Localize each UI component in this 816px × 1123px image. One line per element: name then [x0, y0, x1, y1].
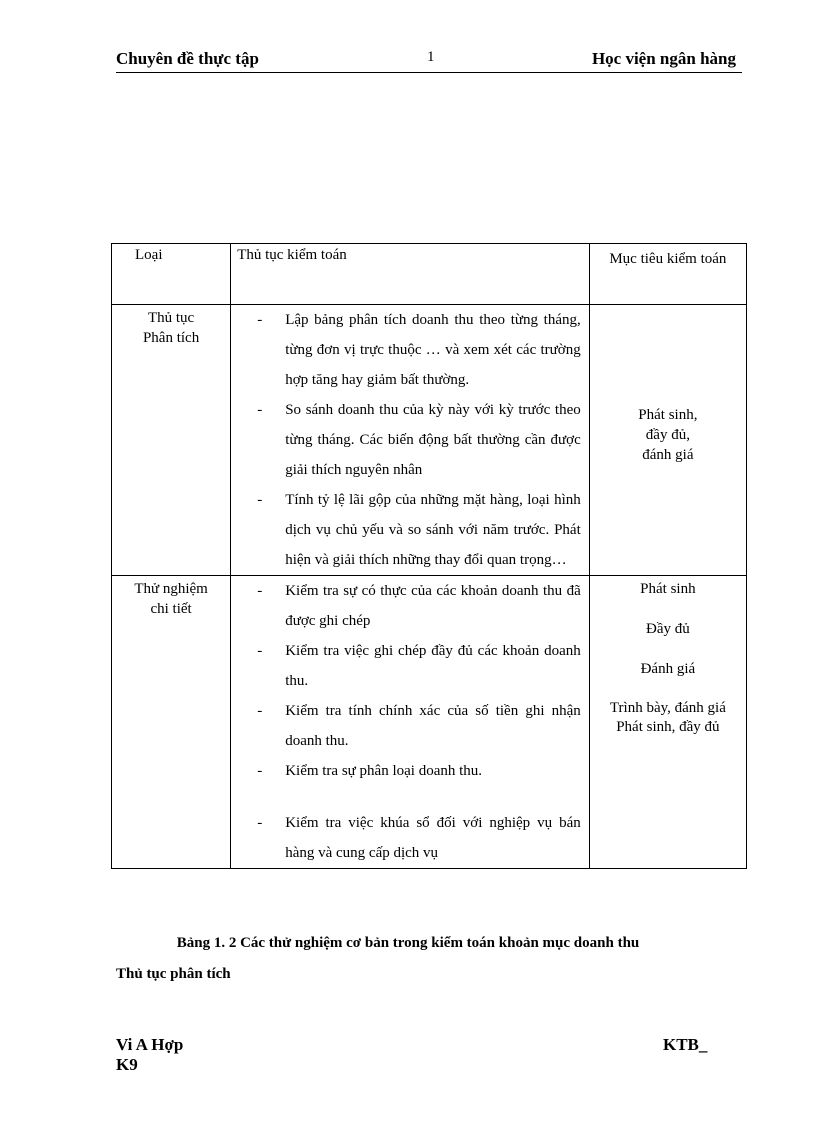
objective-cell-analytical: Phát sinh, đầy đủ, đánh giá	[589, 305, 746, 576]
table-header-row	[112, 244, 747, 305]
list-item: - Kiểm tra việc ghi chép đầy đủ các khoản doanh thu.	[257, 643, 581, 689]
table-row-detail	[112, 576, 747, 869]
header-title: Chuyên đề thực tập	[116, 49, 259, 68]
table-row-analytical	[112, 305, 747, 576]
list-item: - Kiểm tra sự phân loại doanh thu.	[257, 763, 483, 779]
list-item: - Kiểm tra tính chính xác của số tiền ghi nhận doanh thu.	[257, 703, 581, 749]
procedures-cell-analytical	[231, 305, 590, 576]
column-header-objective: Mục tiêu kiểm toán	[589, 244, 746, 305]
table-caption: Bảng 1. 2 Các thử nghiệm cơ bản trong kiểm toán khoản mục doanh thu	[176, 935, 640, 951]
objective-cell-detail: Phát sinh Đầy đủ Đánh giá Trình bày, đánh giá Phát sinh, đầy đủ	[589, 576, 746, 869]
footer-class-code: KTB_	[663, 1035, 708, 1054]
page-number: 1	[427, 49, 435, 65]
author-cohort: K9	[116, 1055, 138, 1074]
list-item: - Lập bảng phân tích doanh thu theo từng tháng, từng đơn vị trực thuộc … và xem xét các trường hợp tăng hay giảm bất thường.	[257, 312, 581, 388]
list-item: - Kiểm tra việc khúa sổ đối với nghiệp vụ bán hàng và cung cấp dịch vụ	[257, 815, 581, 861]
column-header-type: Loại	[112, 244, 231, 305]
page-header	[116, 48, 742, 73]
column-header-procedure: Thủ tục kiểm toán	[231, 244, 590, 305]
footer-author	[116, 1035, 183, 1075]
list-item: - Kiểm tra sự có thực của các khoản doanh thu đã được ghi chép	[257, 583, 581, 629]
header-institution: Học viện ngân hàng	[591, 49, 736, 68]
author-name: Vi A Hợp	[116, 1035, 184, 1054]
list-item: - Tính tỷ lệ lãi gộp của những mặt hàng, loại hình dịch vụ chủ yếu và so sánh với năm trước. Phát hiện và giải thích những thay đổi quan trọng…	[257, 492, 581, 568]
section-subheading: Thủ tục phân tích	[116, 966, 231, 982]
audit-procedures-table	[111, 243, 747, 869]
list-item: - So sánh doanh thu của kỳ này với kỳ trước theo từng tháng. Các biến động bất thường cần được giải thích nguyên nhân	[257, 402, 581, 478]
procedures-cell-detail	[231, 576, 590, 869]
type-cell-detail: Thử nghiệm chi tiết	[112, 576, 231, 869]
type-cell-analytical: Thủ tục Phân tích	[112, 305, 231, 576]
